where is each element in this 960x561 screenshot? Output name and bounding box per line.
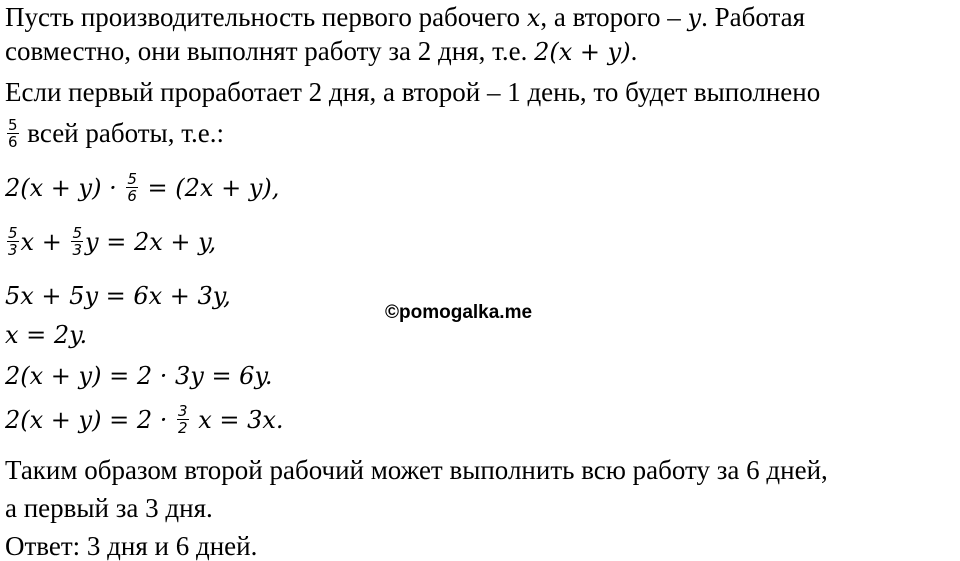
equation-3: 5x + 5y = 6x + 3y, [5,282,231,310]
equation-2: $\frac{5}{3}$ x + $\frac{5}{3}$ y = 2x + y, [8,224,217,259]
equation-4: x = 2y. [5,321,88,349]
fraction-five-sixths: $\frac{5}{6}$ [8,116,18,152]
conclusion-line-2 [5,493,213,523]
expr-total-rate: 2(x + y) [534,38,631,66]
intro-line-1 [5,2,805,33]
intro-text: Пусть производительность первого рабочего [5,2,527,32]
fraction-five-thirds: $\frac{5}{3}$ [8,224,18,259]
intro-text: всей работы, т.е.: [27,118,224,148]
var-y: y [687,4,702,32]
answer-text: Ответ: 3 дня и 6 дней. [5,531,258,561]
intro-line-3 [5,77,820,107]
equation-6: 2(x + y) = 2 · $\frac{3}{2}$ x = 3x. [5,402,284,437]
punctuation: . [630,36,638,66]
fraction-five-thirds: $\frac{5}{3}$ [72,224,83,259]
var-x: x [526,4,541,32]
intro-text: совместно, они выполнят работу за 2 дня, т.е. [5,36,535,66]
conclusion-line-1 [5,455,828,485]
intro-text: Если первый проработает 2 дня, а второй – 1 день, то будет выполнено [5,77,821,107]
conclusion-text: Таким образом второй рабочий может выполнить всю работу за 6 дней, [5,455,828,485]
watermark: ©pomogalka.me [385,302,533,323]
intro-text: . Работая [701,2,805,32]
intro-line-4 [5,118,224,152]
answer-line [5,531,257,561]
fraction-three-halves: $\frac{3}{2}$ [178,402,188,437]
conclusion-text: а первый за 3 дня. [5,493,213,523]
intro-text: , а второго – [540,2,688,32]
fraction-five-sixths: $\frac{5}{6}$ [127,170,137,205]
equation-1: 2(x + y) · $\frac{5}{6}$ = (2x + y), [5,170,280,205]
intro-line-2 [5,36,637,67]
equation-5: 2(x + y) = 2 · 3y = 6y. [5,362,273,390]
